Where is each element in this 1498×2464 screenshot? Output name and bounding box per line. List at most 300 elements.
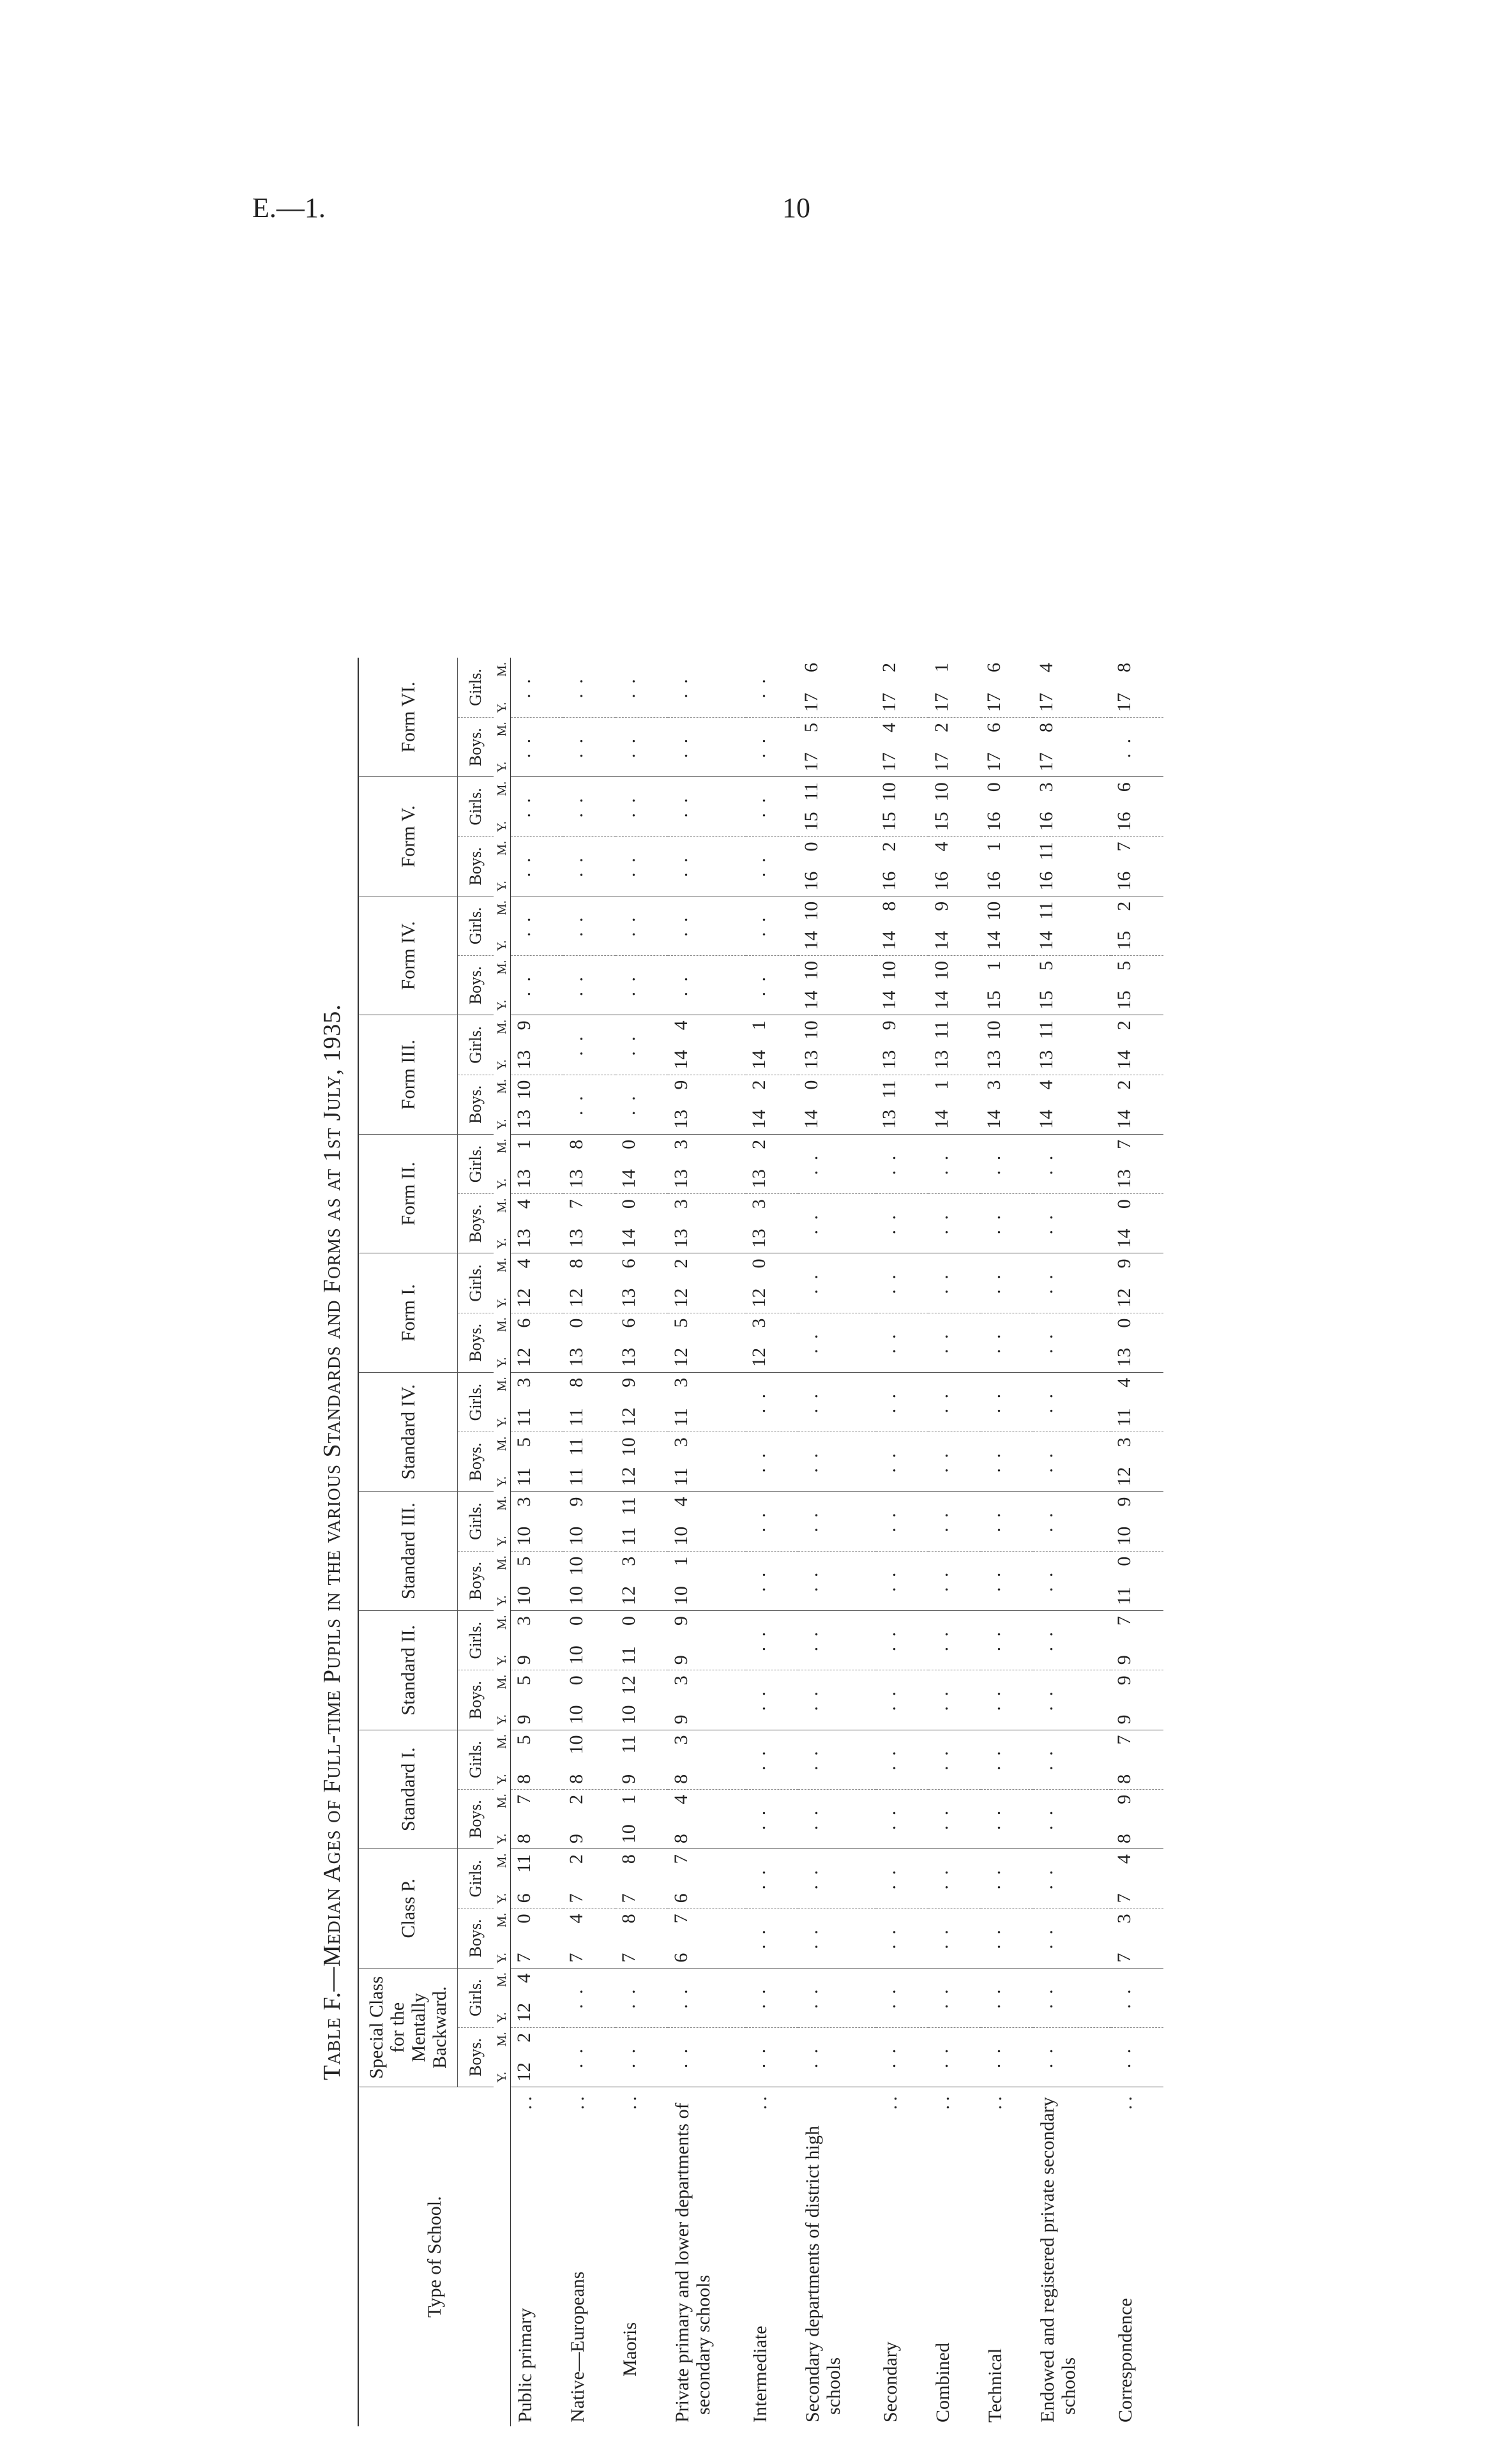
girls-heading: Girls. xyxy=(458,777,494,836)
age-years: 11 xyxy=(670,1467,692,1486)
empty-cell-dots: . . xyxy=(566,974,587,997)
empty-cell xyxy=(981,1372,1033,1432)
empty-cell xyxy=(668,658,746,717)
empty-cell-dots: . . xyxy=(931,1629,952,1652)
ym-heading-cell xyxy=(494,1372,511,1432)
age-years: 10 xyxy=(566,1705,587,1725)
age-years: 12 xyxy=(513,1347,534,1367)
empty-cell xyxy=(1111,2027,1163,2087)
girls-heading: Girls. xyxy=(458,1610,494,1670)
age-months: 6 xyxy=(618,1318,639,1328)
school-type-label: Combined xyxy=(932,2343,953,2422)
empty-cell-dots: . . xyxy=(1036,1986,1057,2009)
table-row xyxy=(511,658,564,2426)
empty-cell-dots: . . xyxy=(879,1153,900,1175)
empty-cell-dots: . . xyxy=(931,1272,952,1294)
year-unit-label: Y. xyxy=(495,2071,509,2083)
empty-cell-dots: . . xyxy=(983,1331,1004,1354)
empty-cell xyxy=(981,1432,1033,1492)
empty-cell xyxy=(928,1432,981,1492)
girls-heading: Girls. xyxy=(458,658,494,717)
age-years: 7 xyxy=(1114,1893,1135,1903)
age-months: 5 xyxy=(670,1318,692,1328)
empty-cell xyxy=(798,1372,876,1432)
empty-cell xyxy=(668,956,746,1015)
age-years: 17 xyxy=(931,752,952,772)
ym-heading-cell xyxy=(494,2027,511,2087)
empty-cell xyxy=(668,896,746,955)
empty-cell-dots: . . xyxy=(983,2046,1004,2069)
empty-cell-dots: . . xyxy=(670,676,692,699)
ym-heading-cell xyxy=(494,1253,511,1313)
age-years: 14 xyxy=(801,990,822,1010)
empty-cell xyxy=(1033,1968,1111,2027)
median-age-cell xyxy=(511,1551,564,1610)
empty-cell xyxy=(876,1432,928,1492)
age-months: 10 xyxy=(931,782,952,802)
empty-cell-dots: . . xyxy=(801,1510,822,1532)
age-months: 0 xyxy=(566,1318,587,1328)
month-unit-label: M. xyxy=(495,1079,509,1094)
age-years: 8 xyxy=(513,1834,534,1844)
empty-cell-dots: . . xyxy=(670,736,692,759)
median-age-cell xyxy=(1111,1492,1163,1551)
empty-cell xyxy=(668,1968,746,2027)
empty-cell xyxy=(876,1372,928,1432)
age-years: 12 xyxy=(513,2062,534,2082)
empty-cell xyxy=(928,1670,981,1730)
age-years: 14 xyxy=(1036,1109,1057,1129)
age-years: 15 xyxy=(801,812,822,831)
age-years: 14 xyxy=(983,1109,1004,1129)
age-months: 2 xyxy=(566,1794,587,1804)
boys-heading: Boys. xyxy=(458,836,494,896)
year-unit-label: Y. xyxy=(495,1476,509,1487)
empty-cell-dots: . . xyxy=(566,914,587,937)
empty-cell-dots: . . xyxy=(931,1927,952,1949)
age-years: 16 xyxy=(1114,812,1135,831)
age-months: 3 xyxy=(670,1199,692,1209)
median-age-cell xyxy=(1111,1194,1163,1253)
age-years: 17 xyxy=(931,692,952,712)
empty-cell-dots: . . xyxy=(1036,1748,1057,1771)
median-age-cell xyxy=(981,658,1033,717)
median-age-cell xyxy=(928,1015,981,1075)
age-years: 11 xyxy=(618,1646,639,1665)
boys-heading: Boys. xyxy=(458,1194,494,1253)
median-age-cell xyxy=(876,658,928,717)
empty-cell-dots: . . xyxy=(618,796,639,818)
age-years: 14 xyxy=(931,931,952,951)
empty-cell-dots: . . xyxy=(1036,1213,1057,1235)
median-age-cell xyxy=(668,1253,746,1313)
empty-cell-dots: . . xyxy=(1036,1451,1057,1473)
ym-heading-cell xyxy=(494,1075,511,1134)
age-months: 0 xyxy=(513,1914,534,1924)
empty-cell-dots: . . xyxy=(983,1689,1004,1711)
school-type-label: Native—Europeans xyxy=(567,2271,588,2422)
page-number: 10 xyxy=(782,192,810,223)
empty-cell-dots: . . xyxy=(983,1867,1004,1890)
median-age-cell xyxy=(1033,777,1111,836)
median-age-cell xyxy=(616,1908,668,1968)
age-months: 0 xyxy=(1114,1556,1135,1566)
median-ages-table xyxy=(358,658,1163,2426)
median-age-cell xyxy=(1111,1551,1163,1610)
school-type-label: Public primary xyxy=(515,2308,536,2422)
age-years: 17 xyxy=(983,692,1004,712)
age-months: 7 xyxy=(670,1854,692,1864)
ym-heading-cell xyxy=(494,1789,511,1848)
group-heading: Form V. xyxy=(358,777,458,896)
median-age-cell xyxy=(616,1253,668,1313)
empty-cell xyxy=(981,1849,1033,1908)
age-years: 15 xyxy=(1036,990,1057,1010)
median-age-cell xyxy=(798,836,876,896)
age-months: 2 xyxy=(931,722,952,732)
empty-cell xyxy=(876,1194,928,1253)
age-years: 17 xyxy=(801,752,822,772)
year-unit-label: Y. xyxy=(495,1774,509,1785)
empty-cell-dots: . . xyxy=(879,2046,900,2069)
empty-cell xyxy=(746,1730,798,1789)
median-age-cell xyxy=(668,1908,746,1968)
empty-cell-dots: . . xyxy=(931,2046,952,2069)
age-years: 9 xyxy=(670,1714,692,1725)
age-months: 4 xyxy=(513,1258,534,1269)
month-unit-label: M. xyxy=(495,1555,509,1571)
age-years: 10 xyxy=(513,1526,534,1546)
empty-cell xyxy=(563,836,616,896)
median-age-cell xyxy=(563,1551,616,1610)
empty-cell xyxy=(928,1968,981,2027)
median-age-cell xyxy=(876,896,928,955)
age-months: 10 xyxy=(801,901,822,921)
empty-cell xyxy=(981,1908,1033,1968)
leader-dots: .. xyxy=(932,2092,953,2110)
empty-cell-dots: . . xyxy=(618,736,639,759)
age-months: 2 xyxy=(1114,1080,1135,1090)
empty-cell xyxy=(511,658,564,717)
median-age-cell xyxy=(1111,1134,1163,1193)
age-months: 5 xyxy=(801,722,822,732)
empty-cell xyxy=(928,1730,981,1789)
empty-cell xyxy=(746,1789,798,1848)
age-years: 10 xyxy=(566,1585,587,1605)
empty-cell-dots: . . xyxy=(748,1808,769,1831)
empty-cell xyxy=(746,896,798,955)
median-age-cell xyxy=(1111,777,1163,836)
age-months: 1 xyxy=(748,1020,769,1031)
empty-cell-dots: . . xyxy=(931,1213,952,1235)
age-years: 12 xyxy=(748,1347,769,1367)
age-months: 8 xyxy=(618,1854,639,1864)
age-months: 10 xyxy=(801,961,822,981)
age-years: 10 xyxy=(513,1585,534,1605)
median-age-cell xyxy=(1111,896,1163,955)
year-unit-label: Y. xyxy=(495,999,509,1011)
median-age-cell xyxy=(511,1908,564,1968)
empty-cell-dots: . . xyxy=(1114,2046,1135,2069)
empty-cell-dots: . . xyxy=(1036,1331,1057,1354)
age-months: 8 xyxy=(566,1377,587,1387)
age-months: 3 xyxy=(1036,782,1057,792)
empty-cell-dots: . . xyxy=(670,1986,692,2009)
age-years: 11 xyxy=(566,1408,587,1427)
age-months: 6 xyxy=(513,1318,534,1328)
median-age-cell xyxy=(746,1253,798,1313)
empty-cell-dots: . . xyxy=(879,1867,900,1890)
ym-heading-cell xyxy=(494,1134,511,1193)
empty-cell-dots: . . xyxy=(931,1748,952,1771)
empty-cell xyxy=(876,1908,928,1968)
empty-cell-dots: . . xyxy=(801,1569,822,1592)
empty-cell-dots: . . xyxy=(1114,736,1135,759)
empty-cell xyxy=(798,1432,876,1492)
empty-cell-dots: . . xyxy=(879,1451,900,1473)
table-row xyxy=(668,658,746,2426)
empty-cell xyxy=(563,2027,616,2087)
age-months: 8 xyxy=(618,1914,639,1924)
empty-cell-dots: . . xyxy=(566,676,587,699)
year-unit-label: Y. xyxy=(495,1893,509,1904)
ym-heading-cell xyxy=(494,1551,511,1610)
empty-cell xyxy=(668,717,746,776)
median-age-cell xyxy=(616,1670,668,1730)
empty-cell xyxy=(563,658,616,717)
median-age-cell xyxy=(616,1610,668,1670)
age-years: 13 xyxy=(513,1228,534,1248)
page-code: E.—1. xyxy=(252,192,326,223)
median-age-cell xyxy=(1111,1313,1163,1372)
age-years: 14 xyxy=(748,1109,769,1129)
median-age-cell xyxy=(563,1194,616,1253)
month-unit-label: M. xyxy=(495,1912,509,1928)
empty-cell-dots: . . xyxy=(748,1391,769,1414)
empty-cell-dots: . . xyxy=(801,1986,822,2009)
age-years: 12 xyxy=(670,1347,692,1367)
age-years: 14 xyxy=(801,1109,822,1129)
empty-cell-dots: . . xyxy=(879,1927,900,1949)
empty-cell-dots: . . xyxy=(983,1272,1004,1294)
ym-heading-cell xyxy=(494,1670,511,1730)
empty-cell xyxy=(981,2027,1033,2087)
age-years: 6 xyxy=(670,1893,692,1903)
group-heading: Standard III. xyxy=(358,1492,458,1611)
age-years: 10 xyxy=(618,1824,639,1844)
leader-dots: .. xyxy=(880,2092,901,2110)
empty-cell xyxy=(876,1492,928,1551)
median-age-cell xyxy=(1033,836,1111,896)
age-years: 12 xyxy=(618,1407,639,1427)
table-body xyxy=(511,658,1164,2426)
median-age-cell xyxy=(746,1134,798,1193)
empty-cell xyxy=(876,1551,928,1610)
age-months: 0 xyxy=(566,1615,587,1626)
age-months: 4 xyxy=(670,1794,692,1804)
median-age-cell xyxy=(981,1075,1033,1134)
median-age-cell xyxy=(1111,1432,1163,1492)
empty-cell-dots: . . xyxy=(879,1629,900,1652)
median-age-cell xyxy=(668,1432,746,1492)
empty-cell-dots: . . xyxy=(748,1748,769,1771)
empty-cell xyxy=(798,2027,876,2087)
age-months: 11 xyxy=(566,1437,587,1456)
median-age-cell xyxy=(746,1313,798,1372)
median-age-cell xyxy=(511,1492,564,1551)
age-months: 6 xyxy=(618,1258,639,1269)
month-unit-label: M. xyxy=(495,1615,509,1630)
empty-cell xyxy=(511,956,564,1015)
age-months: 1 xyxy=(983,961,1004,971)
age-years: 11 xyxy=(513,1408,534,1427)
age-years: 7 xyxy=(1114,1953,1135,1963)
empty-cell-dots: . . xyxy=(879,1748,900,1771)
age-years: 9 xyxy=(618,1774,639,1784)
table-row xyxy=(1033,658,1111,2426)
median-age-cell xyxy=(1033,717,1111,776)
age-years: 10 xyxy=(566,1526,587,1546)
leader-dots: .. xyxy=(515,2092,536,2110)
age-months: 7 xyxy=(1114,1615,1135,1626)
girls-heading: Girls. xyxy=(458,1730,494,1789)
empty-cell-dots: . . xyxy=(748,1510,769,1532)
empty-cell-dots: . . xyxy=(670,796,692,818)
group-heading: Special Class for the Mentally Backward. xyxy=(358,1968,458,2087)
ym-heading-cell xyxy=(494,1849,511,1908)
age-years: 14 xyxy=(983,931,1004,951)
empty-cell xyxy=(1033,1551,1111,1610)
empty-cell-dots: . . xyxy=(983,1213,1004,1235)
median-age-cell xyxy=(511,1610,564,1670)
median-age-cell xyxy=(981,717,1033,776)
group-heading: Form III. xyxy=(358,1015,458,1135)
age-years: 9 xyxy=(670,1655,692,1665)
age-years: 13 xyxy=(1114,1169,1135,1189)
empty-cell xyxy=(1033,1849,1111,1908)
empty-cell-dots: . . xyxy=(983,1153,1004,1175)
empty-cell-dots: . . xyxy=(1036,1153,1057,1175)
median-age-cell xyxy=(928,717,981,776)
empty-cell-dots: . . xyxy=(618,676,639,699)
empty-cell xyxy=(563,896,616,955)
age-months: 3 xyxy=(618,1556,639,1566)
age-months: 5 xyxy=(1036,961,1057,971)
age-months: 0 xyxy=(801,842,822,852)
age-years: 16 xyxy=(801,871,822,891)
age-months: 3 xyxy=(748,1318,769,1328)
empty-cell xyxy=(798,1968,876,2027)
age-years: 15 xyxy=(983,990,1004,1010)
empty-cell xyxy=(876,1253,928,1313)
median-age-cell xyxy=(511,1968,564,2027)
girls-heading: Girls. xyxy=(458,1134,494,1193)
median-age-cell xyxy=(563,1253,616,1313)
empty-cell xyxy=(746,1968,798,2027)
empty-cell xyxy=(563,1015,616,1075)
empty-cell xyxy=(746,1610,798,1670)
age-years: 13 xyxy=(879,1109,900,1129)
median-age-cell xyxy=(746,1075,798,1134)
leader-dots: .. xyxy=(1115,2092,1136,2110)
age-years: 14 xyxy=(801,931,822,951)
median-age-cell xyxy=(1033,956,1111,1015)
ym-heading-cell xyxy=(494,1015,511,1075)
table-row xyxy=(798,658,876,2426)
school-type-cell xyxy=(981,2087,1033,2426)
empty-cell-dots: . . xyxy=(931,1331,952,1354)
median-age-cell xyxy=(981,836,1033,896)
empty-cell xyxy=(981,1134,1033,1193)
age-years: 9 xyxy=(513,1655,534,1665)
age-months: 4 xyxy=(513,1199,534,1209)
age-months: 3 xyxy=(670,1377,692,1387)
age-years: 16 xyxy=(1114,871,1135,891)
median-age-cell xyxy=(511,1789,564,1848)
year-unit-label: Y. xyxy=(495,1416,509,1428)
empty-cell xyxy=(981,1492,1033,1551)
empty-cell-dots: . . xyxy=(513,914,534,937)
table-row xyxy=(616,658,668,2426)
empty-cell-dots: . . xyxy=(983,1808,1004,1831)
age-years: 9 xyxy=(1114,1714,1135,1725)
table-row xyxy=(746,658,798,2426)
year-unit-label: Y. xyxy=(495,1059,509,1071)
empty-cell xyxy=(798,1849,876,1908)
empty-cell-dots: . . xyxy=(801,1451,822,1473)
age-years: 7 xyxy=(566,1953,587,1963)
empty-cell-dots: . . xyxy=(1036,2046,1057,2069)
empty-cell xyxy=(1033,2027,1111,2087)
empty-cell xyxy=(876,1134,928,1193)
empty-cell-dots: . . xyxy=(748,1867,769,1890)
age-months: 9 xyxy=(1114,1794,1135,1804)
age-months: 1 xyxy=(513,1139,534,1149)
age-years: 14 xyxy=(1114,1050,1135,1069)
empty-cell xyxy=(1111,717,1163,776)
empty-cell-dots: . . xyxy=(618,855,639,877)
empty-cell-dots: . . xyxy=(931,1451,952,1473)
median-age-cell xyxy=(616,1492,668,1551)
median-age-cell xyxy=(798,956,876,1015)
age-months: 9 xyxy=(1114,1675,1135,1686)
empty-cell xyxy=(876,1849,928,1908)
median-age-cell xyxy=(616,1372,668,1432)
median-age-cell xyxy=(511,1194,564,1253)
month-unit-label: M. xyxy=(495,2032,509,2047)
boys-heading: Boys. xyxy=(458,1075,494,1134)
age-months: 3 xyxy=(748,1199,769,1209)
leader-dots: .. xyxy=(750,2092,771,2110)
ym-heading-cell xyxy=(494,777,511,836)
empty-cell-dots: . . xyxy=(1036,1510,1057,1532)
empty-cell-dots: . . xyxy=(1036,1272,1057,1294)
month-unit-label: M. xyxy=(495,841,509,856)
empty-cell-dots: . . xyxy=(801,1927,822,1949)
age-months: 12 xyxy=(618,1675,639,1695)
age-months: 6 xyxy=(983,722,1004,732)
empty-cell xyxy=(668,836,746,896)
median-age-cell xyxy=(798,1015,876,1075)
year-unit-label: Y. xyxy=(495,1119,509,1130)
year-unit-label: Y. xyxy=(495,1714,509,1726)
age-years: 13 xyxy=(801,1050,822,1069)
age-months: 10 xyxy=(513,1080,534,1100)
age-years: 6 xyxy=(513,1893,534,1903)
empty-cell xyxy=(511,717,564,776)
median-age-cell xyxy=(616,1313,668,1372)
age-months: 11 xyxy=(879,1080,900,1099)
